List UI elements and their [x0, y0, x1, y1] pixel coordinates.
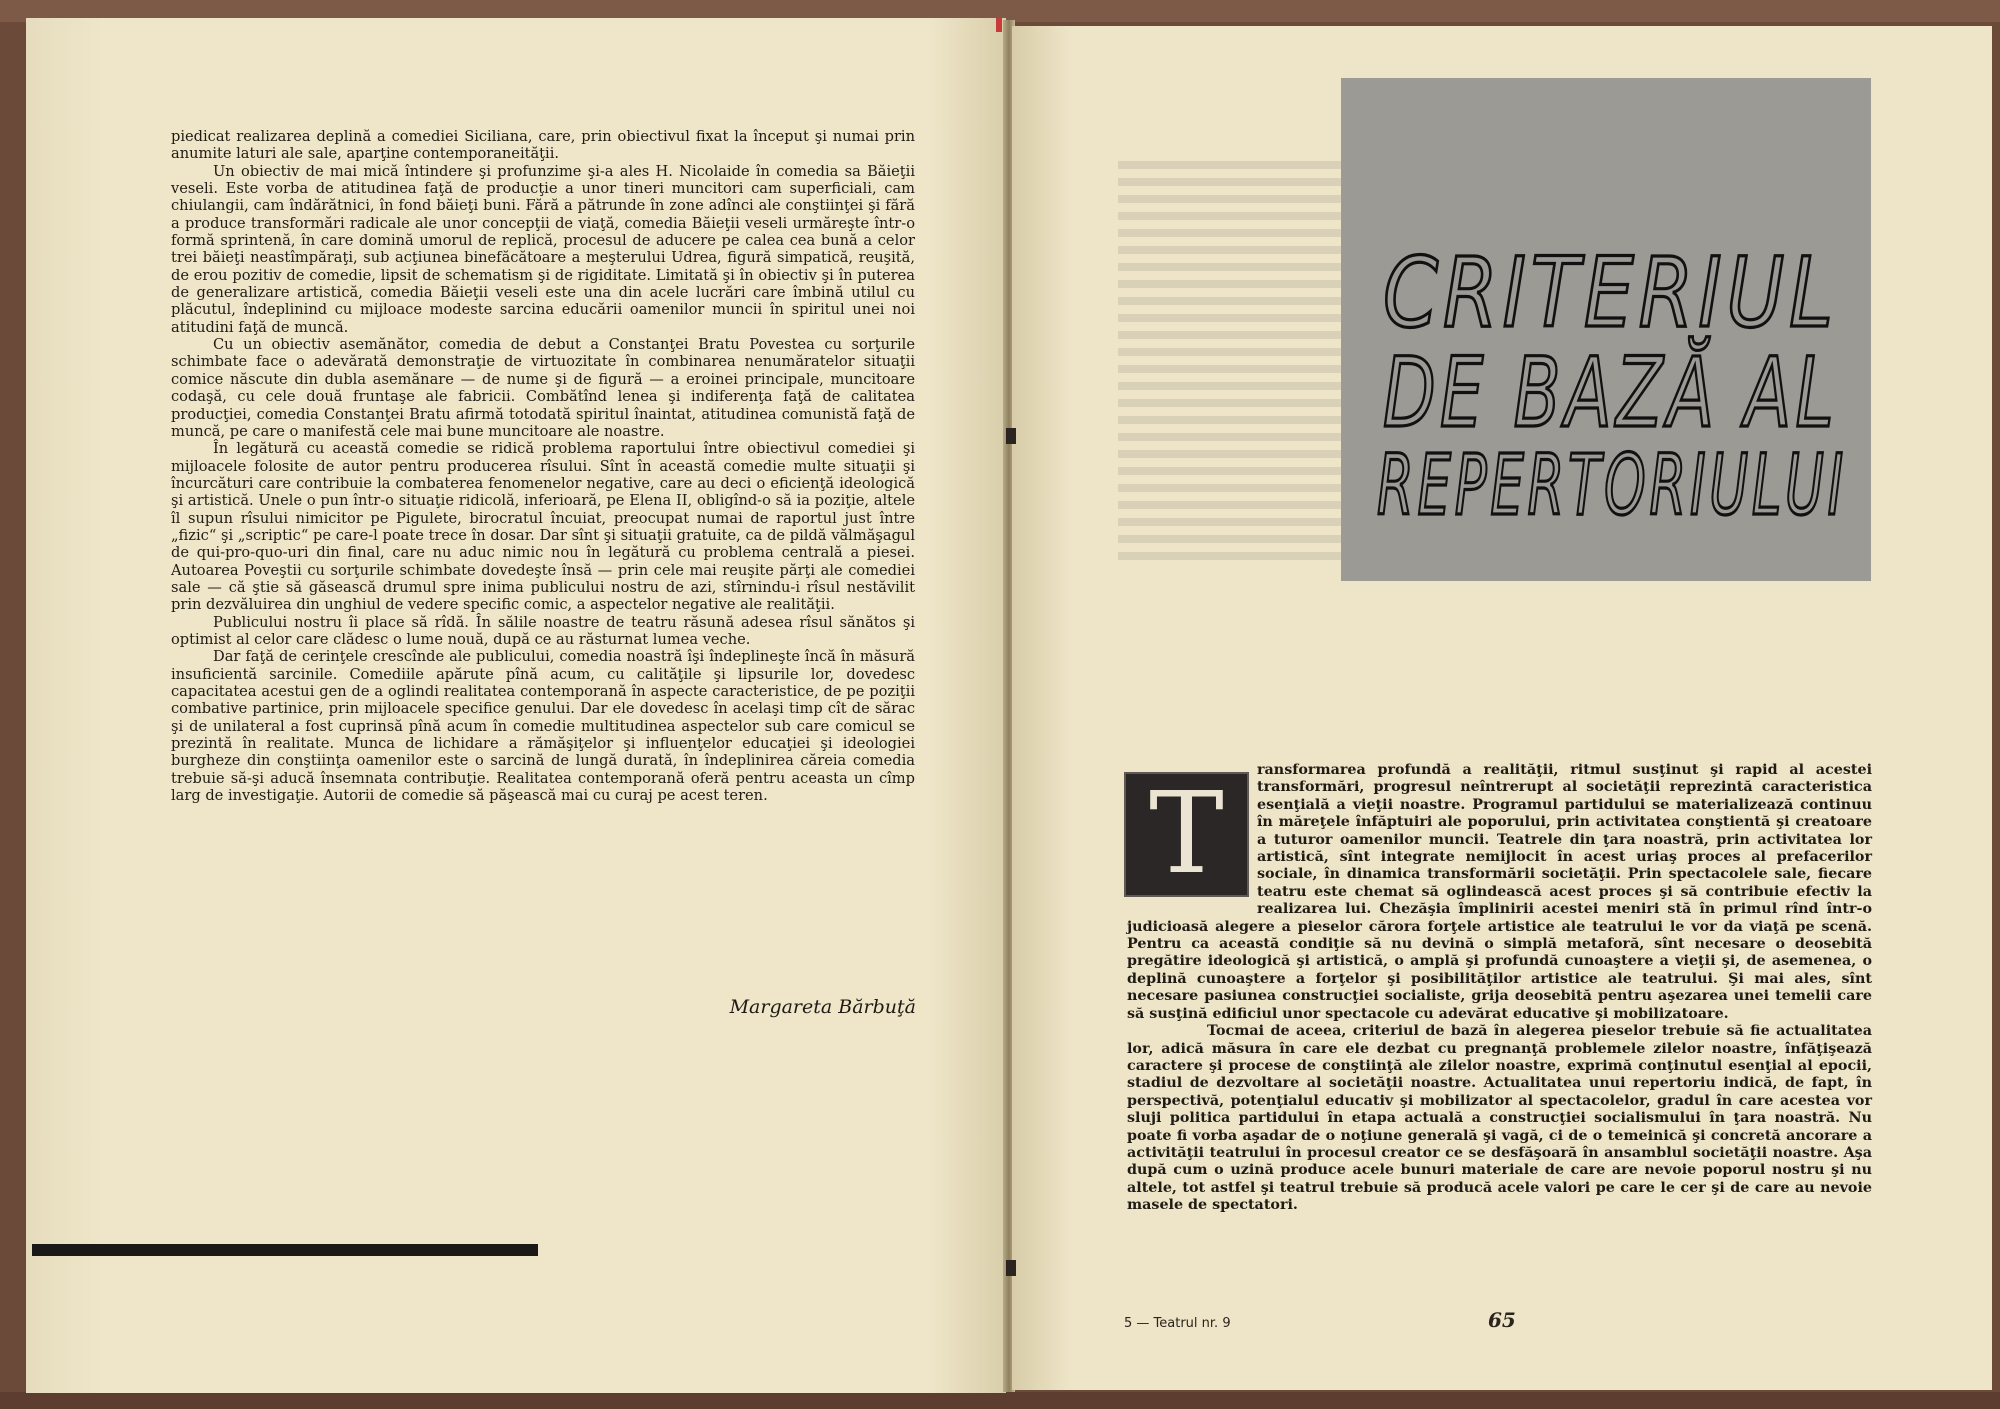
- black-divider-rule: [32, 1244, 538, 1256]
- stitch-mark: [1006, 1260, 1016, 1276]
- title-line-3: REPERTORIULUI: [1377, 436, 1847, 534]
- page-number: 65: [1488, 1308, 1516, 1332]
- issue-footer: 5 — Teatrul nr. 9: [1124, 1316, 1231, 1331]
- left-paragraph: piedicat realizarea deplină a comediei Siciliana, care, prin obiectivul fixat la început şi numai prin anumite laturi ale sale, aparţine contemporaneităţii.: [171, 128, 915, 163]
- bookmark-ribbon: [996, 18, 1002, 32]
- bleed-through-text: [1118, 152, 1348, 622]
- drop-cap-spacer: [1127, 762, 1257, 918]
- drop-cap-letter: T: [1149, 769, 1224, 899]
- right-paragraph-1-text: ransformarea profundă a realităţii, ritmul susţinut şi rapid al acestei transformări, progresul neîntrerupt al societăţii reprezintă caracteristica esenţială a vieţii noastre. Programul partidului se materializează continuu în măreţele înfăptuiri ale poporului, prin activitatea conştientă şi creatoare a tuturor oamenilor muncii. Teatrele din ţara noastră, prin activitatea lor artistică, sînt integrate nemijlocit în acest uriaş proces al prefacerilor sociale, în dinamica transformării societăţii. Prin spectacolele sale, fiecare teatru este chemat să oglindească acest proces şi să contribuie efectiv la realizarea lui. Chezăşia împlinirii acestei meniri stă în primul rînd într-o judicioasă alegere a pieselor cărora forţele artistice ale teatrului le vor da viaţă pe scenă. Pentru ca această condiţie să nu devină o simplă metaforă, sînt necesare o deosebită pregătire ideologică şi artistică, o amplă şi profundă cunoaştere a vieţii şi, de asemenea, o deplină cunoaştere a forţelor şi posibilităţilor artistice ale teatrului. Şi mai ales, sînt necesare pasiunea construcţiei socialiste, grija deosebită pentru aşezarea unei temelii care să susţină edificiul unor spectacole cu adevărat educative şi mobilizatoare.: [1127, 762, 1872, 1022]
- right-paragraph-2: Tocmai de aceea, criteriul de bază în alegerea pieselor trebuie să fie actualitatea lor, adică măsura în care ele dezbat cu pregnanţă problemele zilelor noastre, înfăţişează caractere şi procese de conştiinţă ale zilelor noastre, exprimă conţinutul esenţial al epocii, stadiul de dezvoltare al societăţii noastre. Actualitatea unui repertoriu indică, de fapt, în perspectivă, potenţialul educativ şi mobilizator al spectacolelor, gradul în care acestea vor sluji politica partidului în etapa actuală a construcţiei socialismului în ţara noastră. Nu poate fi vorba aşadar de o noţiune generală şi vagă, ci de o temeinică şi concretă ancorare a activităţii teatrului în procesul creator ce se desfăşoară în ansamblul societăţii noastre. Aşa după cum o uzină produce acele bunuri materiale de care are nevoie poporul nostru şi nu altele, tot astfel şi teatrul trebuie să producă acele valori pe care le cer şi de care au nevoie masele de spectatori.: [1127, 1023, 1872, 1214]
- book-cover-bottom-edge: [0, 1392, 2000, 1409]
- article-title-lettering: [1341, 78, 1871, 581]
- article-title-block: [1341, 78, 1871, 581]
- left-paragraph: Dar faţă de cerinţele crescînde ale publicului, comedia noastră îşi îndeplineşte încă în măsură insuficientă sarcinile. Comediile apărute pînă acum, cu calităţile şi lipsurile lor, dovedesc capacitatea acestui gen de a oglindi realitatea contemporană în aspecte caracteristice, de pe poziţii combative partinice, prin mijloacele specifice genului. Dar ele dovedesc în acelaşi timp cît de sărac şi de unilateral a fost cuprinsă pînă acum în comedie multitudinea aspectelor sub care comicul se prezintă în realitate. Munca de lichidare a rămăşiţelor şi influenţelor educaţiei şi ideologiei burgheze din conştiinţa oamenilor este o sarcină de lungă durată, în îndeplinirea căreia comedia trebuie să-şi aducă însemnata contribuţie. Realitatea contemporană oferă pentru aceasta un cîmp larg de investigaţie. Autorii de comedie să păşească mai cu curaj pe acest teren.: [171, 648, 915, 805]
- left-paragraph: Cu un obiectiv asemănător, comedia de debut a Constanţei Bratu Povestea cu sorţurile schimbate face o adevărată demonstraţie de virtuozitate în combinarea nenumăratelor situaţii comice născute din dubla asemănare — de nume şi de figură — a eroinei principale, muncitoare codaşă, cu cele două fruntaşe ale fabricii. Combătînd lenea şi indiferenţa faţă de calitatea producţiei, comedia Constanţei Bratu afirmă totodată spiritul înaintat, atitudinea comunistă faţă de muncă, pe care o manifestă cele mai bune muncitoare ale noastre.: [171, 336, 915, 440]
- left-paragraph: Un obiectiv de mai mică întindere şi profunzime şi-a ales H. Nicolaide în comedia sa Băieţii veseli. Este vorba de atitudinea faţă de producţie a unor tineri muncitori cam superficiali, cam chiulangii, cam îndărătnici, în fond băieţi buni. Fără a pătrunde în zone adînci ale conştiinţei şi fără a produce transformări radicale ale unor concepţii de viaţă, comedia Băieţii veseli urmăreşte într-o formă sprintenă, în care domină umorul de replică, procesul de aducere pe calea cea bună a celor trei băieţi neastîmpăraţi, sub acţiunea binefăcătoare a meşterului Udrea, figură simpatică, reuşită, de erou pozitiv de comedie, lipsit de schematism şi de rigiditate. Limitată şi în obiectiv şi în puterea de generalizare artistică, comedia Băieţii veseli este una din acele lucrări care îmbină utilul cu plăcutul, îndeplinind cu mijloace modeste sarcina educării oamenilor muncii în spiritul unei noi atitudini faţă de muncă.: [171, 162, 915, 336]
- left-paragraph: În legătură cu această comedie se ridică problema raportului între obiectivul comediei şi mijloacele folosite de autor pentru producerea rîsului. Sînt în această comedie multe situaţii şi încurcături care contribuie la combaterea fenomenelor negative, care au deci o eficienţă ideologică şi artistică. Unele o pun într-o situaţie ridicolă, inferioară, pe Elena II, obligînd-o să ia poziţie, altele îl supun rîsului nimicitor pe Pigulete, birocratul încuiat, preocupat numai de raportul just între „fizic“ şi „scriptic“ pe care-l poate trece în dosar. Dar sînt şi situaţii gratuite, ca de pildă vălmăşagul de qui-pro-quo-uri din final, care nu aduc nimic nou în legătură cu problema centrală a piesei. Autoarea Poveştii cu sorţurile schimbate dovedeşte însă — prin cele mai reuşite părţi ale comediei sale — că ştie să găsească drumul spre inima publicului nostru de azi, stîrnindu-i rîsul nestăvilit prin dezvăluirea din unghiul de vedere specific comic, a aspectelor negative ale realităţii.: [171, 440, 915, 614]
- left-page-body: [171, 128, 915, 804]
- title-line-1: CRITERIUL: [1383, 237, 1838, 349]
- stitch-mark: [1006, 428, 1016, 444]
- left-paragraph: Publicului nostru îi place să rîdă. În sălile noastre de teatru răsună adesea rîsul sănătos şi optimist al celor care clădesc o lume nouă, după ce au răsturnat lumea veche.: [171, 613, 915, 648]
- title-line-2: DE BAZĂ AL: [1383, 337, 1838, 449]
- author-signature: Margareta Bărbuţă: [729, 996, 916, 1018]
- right-page-body: [1127, 762, 1872, 1215]
